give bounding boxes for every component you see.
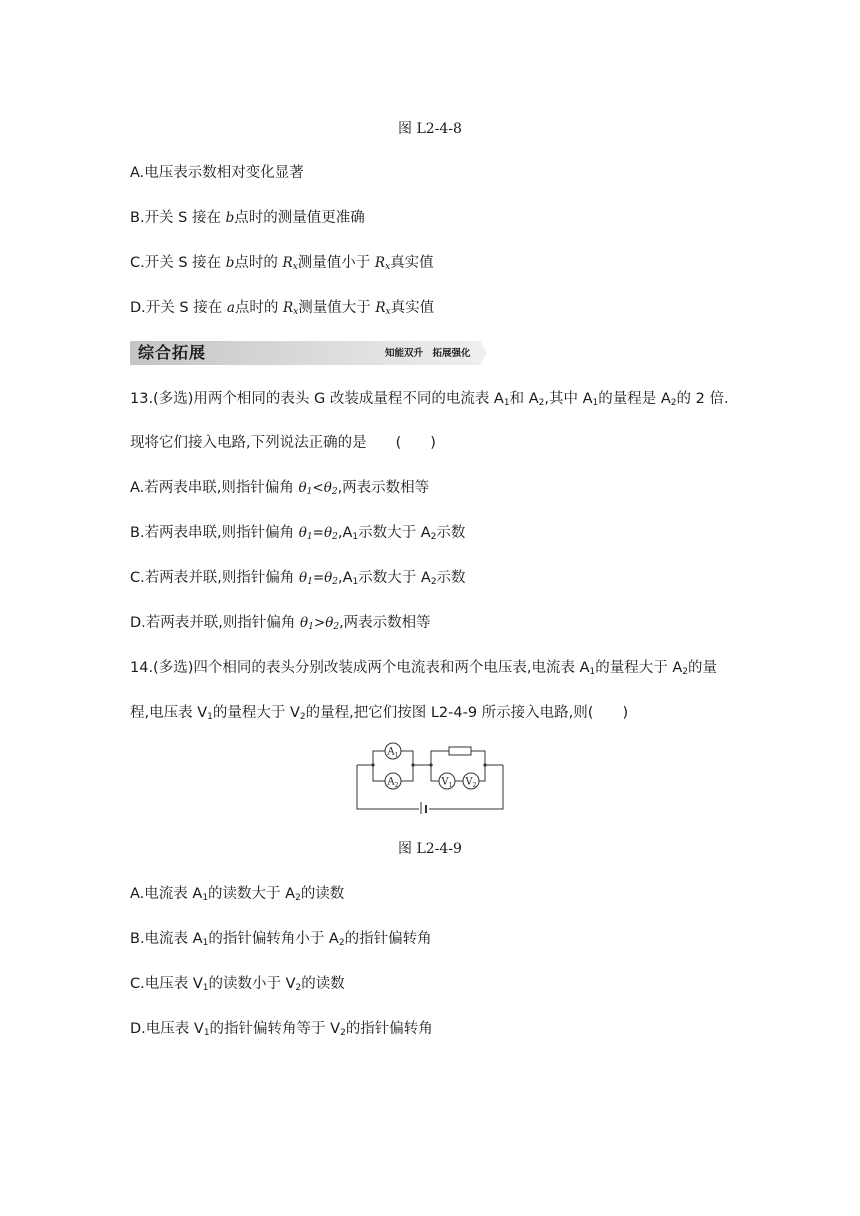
q13-b-theta-2-sub: 2 (332, 532, 338, 542)
q14-stem2-text-2: 的量程大于 V (212, 705, 300, 721)
q13-stem-sub-1: 1 (503, 398, 510, 408)
q12-b-text-2: 点时的测量值更准确 (234, 210, 365, 226)
section-subtitle: 知能双升 拓展强化 (385, 348, 471, 359)
q13-a-theta-1-sub: 1 (306, 487, 313, 497)
q14-c-sub-1: 1 (202, 983, 209, 993)
q12-option-b (130, 208, 365, 228)
q14-b-text-3: 的指针偏转角 (344, 931, 432, 947)
q13-d-text-2: ,两表示数相等 (339, 615, 431, 631)
q12-c-text-4: 真实值 (390, 255, 434, 271)
q12-d-rx-1-sub: x (293, 307, 299, 317)
q13-c-sub-1: 1 (352, 577, 359, 587)
circuit-wires (357, 751, 503, 809)
q14-stem-line-2 (130, 703, 628, 723)
q12-d-text-2: 点时的 (234, 300, 283, 316)
q13-b-theta-1-sub: 1 (306, 532, 313, 542)
q13-stem-line-1 (130, 389, 729, 409)
q13-b-text-3: 示数大于 A (358, 525, 431, 541)
q13-a-theta-2 (324, 480, 338, 496)
q14-stem2-sub-2: 2 (299, 712, 306, 722)
q13-d-operator: > (313, 615, 326, 631)
q13-d-theta-1 (300, 615, 314, 631)
q13-c-theta-1 (299, 570, 313, 586)
q12-c-rx-2-sub: x (385, 262, 391, 272)
q14-option-b (130, 929, 432, 949)
q13-c-sub-2: 2 (430, 577, 437, 587)
q14-a-sub-1: 1 (202, 893, 209, 903)
q14-a-text-1: A.电流表 A (130, 886, 203, 902)
q13-b-text-4: 示数 (436, 525, 466, 541)
q13-stem-sub-3: 1 (592, 398, 599, 408)
q12-c-text-3: 测量值小于 (297, 255, 375, 271)
q13-stem-text-3: ,其中 A (544, 391, 593, 407)
q13-c-theta-2 (324, 570, 338, 586)
q13-b-text-2: ,A (337, 525, 353, 541)
q13-c-operator: = (312, 570, 325, 586)
q14-a-text-2: 的读数大于 A (208, 886, 296, 902)
q14-d-text-2: 的指针偏转角等于 V (209, 1021, 341, 1037)
q12-d-rx-1 (283, 300, 298, 316)
figure-caption-l2-4-9: 图 L2-4-9 (398, 841, 462, 857)
q14-stem-sub-2: 2 (682, 667, 689, 677)
q13-stem-sub-2: 2 (538, 398, 545, 408)
q14-b-sub-2: 2 (338, 938, 345, 948)
q13-c-text-4: 示数 (436, 570, 466, 586)
q14-d-text-1: D.电压表 V (130, 1021, 204, 1037)
q12-d-rx-2-sub: x (385, 307, 391, 317)
voltmeter-v2-letter: V (465, 776, 473, 788)
q12-c-rx-2 (375, 255, 390, 271)
q12-d-rx-2 (375, 300, 390, 316)
ammeter-a1 (385, 743, 401, 759)
q12-c-text-1: C.开关 S 接在 (130, 255, 226, 271)
q13-c-text-2: ,A (338, 570, 353, 586)
q12-c-rx-2-base: R (374, 255, 386, 271)
q12-option-a (130, 163, 304, 183)
q12-c-rx-1 (283, 255, 298, 271)
q12-c-rx-1-base: R (282, 255, 293, 271)
q13-c-text-1: C.若两表并联,则指针偏角 (130, 570, 299, 586)
q14-b-text-1: B.电流表 A (130, 931, 203, 947)
q14-a-text-3: 的读数 (300, 886, 345, 902)
q14-c-text-2: 的读数小于 V (208, 976, 296, 992)
q13-d-text-1: D.若两表并联,则指针偏角 (130, 615, 300, 631)
voltmeter-v1 (439, 773, 455, 789)
q13-stem-sub-4: 2 (670, 398, 677, 408)
q14-c-sub-2: 2 (295, 983, 302, 993)
ammeter-a2-letter: A (387, 776, 395, 788)
q12-c-text-2: 点时的 (234, 255, 283, 271)
q13-stem-text-4: 的量程是 A (598, 391, 671, 407)
q13-d-theta-2-sub: 2 (333, 622, 340, 632)
q13-b-theta-2-base: θ (323, 525, 333, 541)
q13-option-d (130, 613, 431, 633)
q12-option-c (130, 253, 434, 273)
q12-a-text: A.电压表示数相对变化显著 (130, 165, 304, 181)
q13-c-text-3: 示数大于 A (358, 570, 431, 586)
q13-stem-text-5: 的 2 倍. (676, 391, 729, 407)
resistor-symbol (449, 747, 471, 755)
q14-option-a (130, 884, 344, 904)
q13-d-theta-2-base: θ (325, 615, 334, 631)
q14-d-sub-1: 1 (203, 1028, 210, 1038)
ammeter-a1-letter: A (387, 746, 395, 758)
q12-d-text-4: 真实值 (390, 300, 435, 316)
q12-d-var: a (226, 300, 235, 316)
q12-d-text-1: D.开关 S 接在 (130, 300, 227, 316)
voltmeter-v2-sub: 2 (472, 782, 477, 789)
q12-d-text-3: 测量值大于 (298, 300, 376, 316)
q13-b-theta-1-base: θ (298, 525, 307, 541)
q13-a-operator: < (312, 480, 324, 496)
q13-option-a (130, 478, 429, 498)
q13-a-theta-2-sub: 2 (331, 487, 338, 497)
q12-d-rx-1-base: R (282, 300, 294, 316)
q13-c-theta-2-base: θ (324, 570, 333, 586)
circuit-diagram (353, 740, 507, 814)
q13-a-theta-2-base: θ (323, 480, 332, 496)
q13-d-theta-2 (325, 615, 339, 631)
q14-stem2-text-1: 程,电压表 V (130, 705, 208, 721)
ammeter-a2 (385, 773, 401, 789)
q12-d-rx-2-base: R (375, 300, 386, 316)
q13-b-sub-1: 1 (352, 532, 359, 542)
q14-a-sub-2: 2 (295, 893, 301, 903)
q14-b-sub-1: 1 (202, 938, 209, 948)
q14-d-text-3: 的指针偏转角 (345, 1021, 433, 1037)
q14-b-text-2: 的指针偏转角小于 A (208, 931, 339, 947)
q12-b-text-1: B.开关 S 接在 (130, 210, 226, 226)
q13-b-theta-1 (299, 525, 313, 541)
voltmeter-v1-sub: 1 (448, 782, 453, 789)
figure-caption-l2-4-8: 图 L2-4-8 (398, 121, 462, 137)
q13-b-operator: = (312, 525, 324, 541)
q12-b-var: b (225, 210, 235, 226)
q13-c-theta-2-sub: 2 (332, 577, 339, 587)
q13-b-sub-2: 2 (430, 532, 437, 542)
section-banner (130, 340, 488, 366)
ammeter-a1-sub: 1 (394, 752, 399, 759)
q14-stem-text-3: 的量 (688, 660, 718, 676)
q14-option-d (130, 1019, 433, 1039)
q13-d-theta-1-sub: 1 (308, 622, 314, 632)
q14-stem-text-2: 的量程大于 A (595, 660, 683, 676)
q13-stem-text-2: 和 A (509, 391, 539, 407)
voltmeter-v1-letter: V (441, 776, 449, 788)
q12-option-d (130, 298, 434, 318)
q14-stem-line-1 (130, 658, 717, 678)
q14-c-text-1: C.电压表 V (130, 976, 203, 992)
q12-c-var: b (225, 255, 235, 271)
q13-d-theta-1-base: θ (300, 615, 309, 631)
q14-stem2-sub-1: 1 (207, 712, 213, 722)
q14-stem-sub-1: 1 (589, 667, 596, 677)
q13-a-theta-1-base: θ (298, 480, 307, 496)
q14-stem2-text-3: 的量程,把它们按图 L2-4-9 所示接入电路,则( ) (305, 705, 629, 721)
voltmeter-v2 (463, 773, 479, 789)
q13-a-text-2: ,两表示数相等 (337, 480, 430, 496)
ammeter-a2-sub: 2 (394, 782, 399, 789)
q14-stem-text-1: 14.(多选)四个相同的表头分别改装成两个电流表和两个电压表,电流表 A (130, 660, 590, 676)
q13-b-text-1: B.若两表串联,则指针偏角 (130, 525, 299, 541)
q13-stem-text-1: 13.(多选)用两个相同的表头 G 改装成量程不同的电流表 A (130, 391, 504, 407)
q12-c-rx-1-sub: x (292, 262, 298, 272)
q13-option-b (130, 523, 465, 543)
q14-d-sub-2: 2 (340, 1028, 346, 1038)
section-title: 综合拓展 (138, 343, 207, 362)
q14-c-text-3: 的读数 (301, 976, 345, 992)
q13-c-theta-1-sub: 1 (307, 577, 313, 587)
q13-b-theta-2 (324, 525, 338, 541)
q13-stem-line-2: 现将它们接入电路,下列说法正确的是 ( ) (130, 435, 436, 451)
battery-symbol (421, 802, 426, 814)
q13-option-c (130, 568, 466, 588)
q14-option-c (130, 974, 345, 994)
q13-a-theta-1 (299, 480, 313, 496)
q13-c-theta-1-base: θ (298, 570, 308, 586)
q13-a-text-1: A.若两表串联,则指针偏角 (130, 480, 299, 496)
